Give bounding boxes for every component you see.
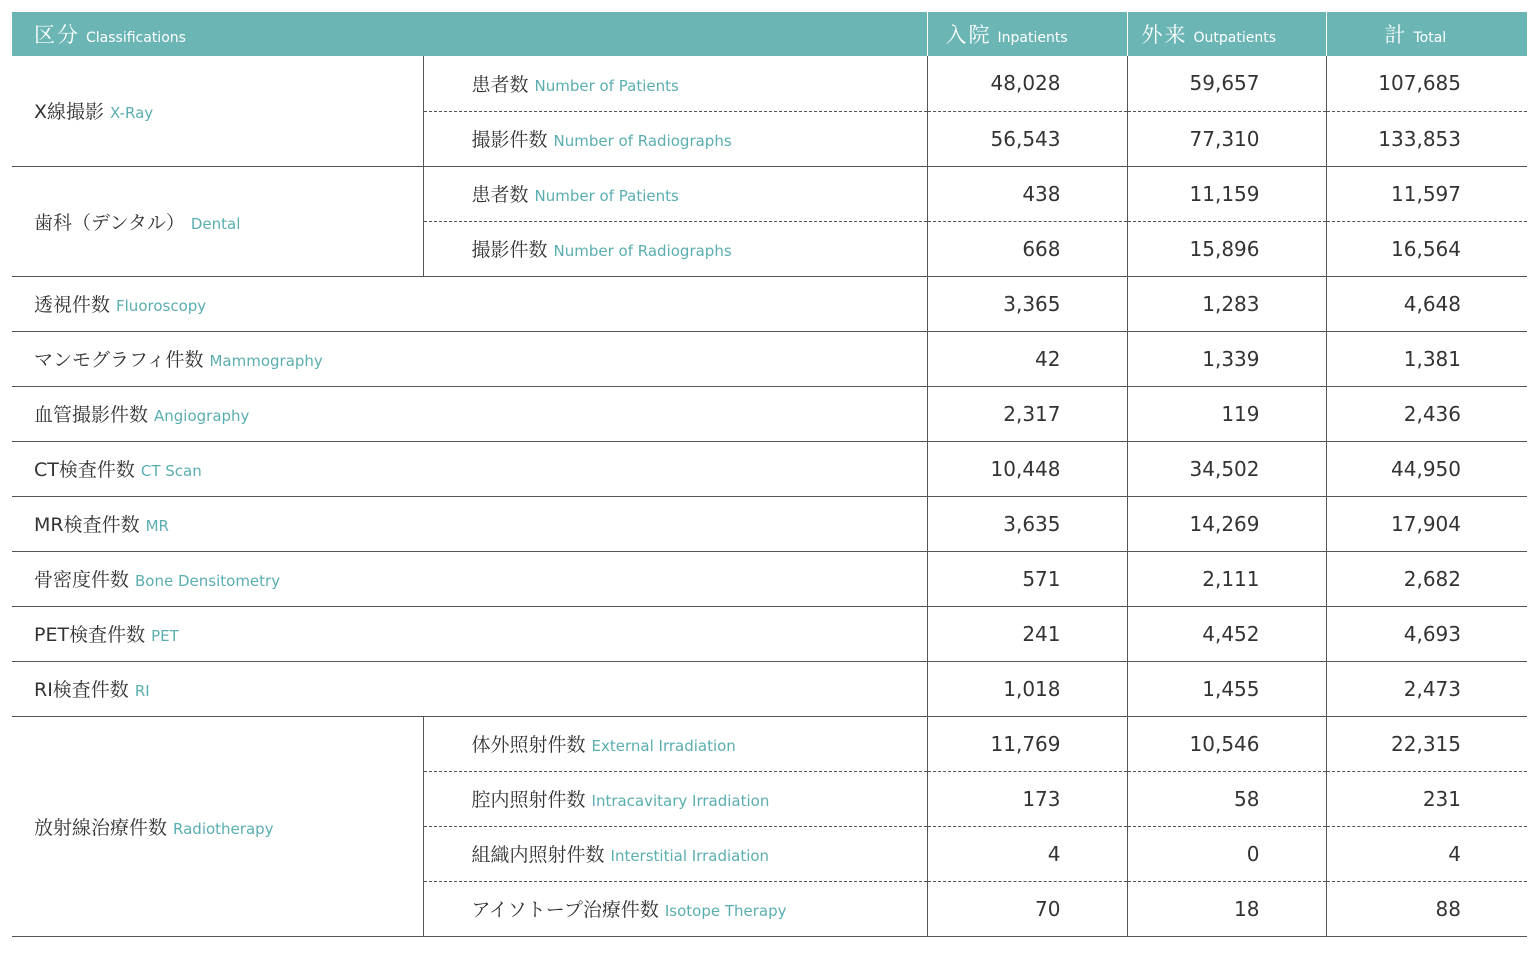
category-en: Mammography [209,352,323,370]
subcategory-ja: 患者数 [471,73,529,96]
subcategory-cell [423,166,927,221]
total-value: 1,381 [1326,331,1527,386]
total-value: 231 [1326,771,1527,826]
subcategory-ja: 組織内照射件数 [471,844,605,866]
total-value: 4,648 [1326,276,1527,331]
category-cell [12,496,927,551]
subcategory-cell [423,221,927,276]
category-cell-radiotherapy [12,716,423,936]
total-value: 2,436 [1326,386,1527,441]
outpatients-value: 10,546 [1127,716,1326,771]
inpatients-value: 241 [927,606,1127,661]
category-ja: CT検査件数 [34,459,135,481]
subcategory-en: Number of Patients [534,187,679,205]
inpatients-value: 3,635 [927,496,1127,551]
table-row [12,276,1527,331]
category-cell [12,606,927,661]
subcategory-cell [423,771,927,826]
category-en: Fluoroscopy [116,297,207,315]
inpatients-value: 438 [927,166,1127,221]
total-value: 11,597 [1326,166,1527,221]
inpatients-value: 56,543 [927,111,1127,166]
subcategory-en: External Irradiation [591,737,736,755]
total-value: 22,315 [1326,716,1527,771]
header-row [12,12,1527,56]
category-cell-dental [12,166,423,276]
subcategory-cell [423,881,927,936]
total-value: 2,682 [1326,551,1527,606]
category-ja: 透視件数 [34,294,111,316]
inpatients-value: 10,448 [927,441,1127,496]
outpatients-value: 77,310 [1127,111,1326,166]
category-ja: RI検査件数 [34,679,129,701]
subcategory-en: Number of Radiographs [553,242,732,260]
header-inpatients [927,12,1127,56]
outpatients-value: 59,657 [1127,56,1326,111]
header-classifications-ja: 区分 [34,23,80,47]
category-ja: MR検査件数 [34,514,140,536]
table-row [12,386,1527,441]
statistics-table [12,12,1527,937]
header-classifications [12,12,927,56]
outpatients-value: 15,896 [1127,221,1326,276]
subcategory-en: Isotope Therapy [664,902,787,920]
category-en: Bone Densitometry [135,572,281,590]
table-row [12,331,1527,386]
inpatients-value: 668 [927,221,1127,276]
inpatients-value: 571 [927,551,1127,606]
table-row [12,661,1527,716]
subcategory-en: Interstitial Irradiation [610,847,770,865]
category-ja: X線撮影 [34,101,105,124]
header-total-en: Total [1413,30,1447,46]
subcategory-en: Number of Radiographs [553,132,732,150]
inpatients-value: 2,317 [927,386,1127,441]
inpatients-value: 173 [927,771,1127,826]
total-value: 107,685 [1326,56,1527,111]
table-row [12,496,1527,551]
subcategory-ja: 患者数 [471,184,529,206]
category-cell [12,276,927,331]
category-en: Radiotherapy [173,819,274,838]
subcategory-cell [423,716,927,771]
inpatients-value: 42 [927,331,1127,386]
category-ja: 歯科（デンタル） [34,211,185,234]
outpatients-value: 1,283 [1127,276,1326,331]
table-row [12,551,1527,606]
header-outpatients-ja: 外来 [1141,23,1188,47]
inpatients-value: 4 [927,826,1127,881]
category-cell [12,441,927,496]
total-value: 44,950 [1326,441,1527,496]
subcategory-ja: 体外照射件数 [471,734,586,756]
inpatients-value: 1,018 [927,661,1127,716]
category-cell [12,551,927,606]
category-ja: マンモグラフィ件数 [34,349,204,371]
category-cell [12,386,927,441]
subcategory-cell [423,111,927,166]
table-row [12,441,1527,496]
subcategory-en: Intracavitary Irradiation [591,792,770,810]
subcategory-cell [423,56,927,111]
total-value: 88 [1326,881,1527,936]
subcategory-ja: 腔内照射件数 [471,789,586,811]
category-ja: PET検査件数 [34,624,146,646]
header-classifications-en: Classifications [86,30,186,46]
category-ja: 放射線治療件数 [34,816,168,839]
outpatients-value: 1,455 [1127,661,1326,716]
total-value: 4 [1326,826,1527,881]
outpatients-value: 58 [1127,771,1326,826]
outpatients-value: 4,452 [1127,606,1326,661]
category-en: Dental [190,214,241,233]
subcategory-cell [423,826,927,881]
category-en: Angiography [154,407,250,425]
header-total-ja: 計 [1384,23,1408,47]
category-en: CT Scan [140,462,202,480]
inpatients-value: 11,769 [927,716,1127,771]
outpatients-value: 11,159 [1127,166,1326,221]
outpatients-value: 2,111 [1127,551,1326,606]
category-cell [12,331,927,386]
category-en: RI [134,682,150,700]
category-ja: 骨密度件数 [34,569,130,591]
subcategory-ja: アイソトープ治療件数 [471,899,659,921]
table-row [12,166,1527,221]
outpatients-value: 14,269 [1127,496,1326,551]
subcategory-ja: 撮影件数 [471,239,548,261]
category-en: X-Ray [110,104,154,123]
subcategory-ja: 撮影件数 [471,129,548,151]
table-row [12,716,1527,771]
inpatients-value: 48,028 [927,56,1127,111]
total-value: 2,473 [1326,661,1527,716]
inpatients-value: 3,365 [927,276,1127,331]
total-value: 4,693 [1326,606,1527,661]
total-value: 16,564 [1326,221,1527,276]
outpatients-value: 18 [1127,881,1326,936]
table-row [12,606,1527,661]
category-cell [12,661,927,716]
category-cell-xray [12,56,423,166]
table-row [12,56,1527,111]
header-inpatients-ja: 入院 [945,23,992,47]
outpatients-value: 0 [1127,826,1326,881]
header-inpatients-en: Inpatients [997,30,1068,46]
category-en: PET [151,627,179,645]
category-en: MR [145,517,169,535]
category-ja: 血管撮影件数 [34,404,149,426]
outpatients-value: 1,339 [1127,331,1326,386]
header-outpatients [1127,12,1326,56]
header-outpatients-en: Outpatients [1193,30,1276,46]
inpatients-value: 70 [927,881,1127,936]
subcategory-en: Number of Patients [534,76,679,95]
outpatients-value: 119 [1127,386,1326,441]
outpatients-value: 34,502 [1127,441,1326,496]
total-value: 133,853 [1326,111,1527,166]
header-total [1326,12,1527,56]
total-value: 17,904 [1326,496,1527,551]
